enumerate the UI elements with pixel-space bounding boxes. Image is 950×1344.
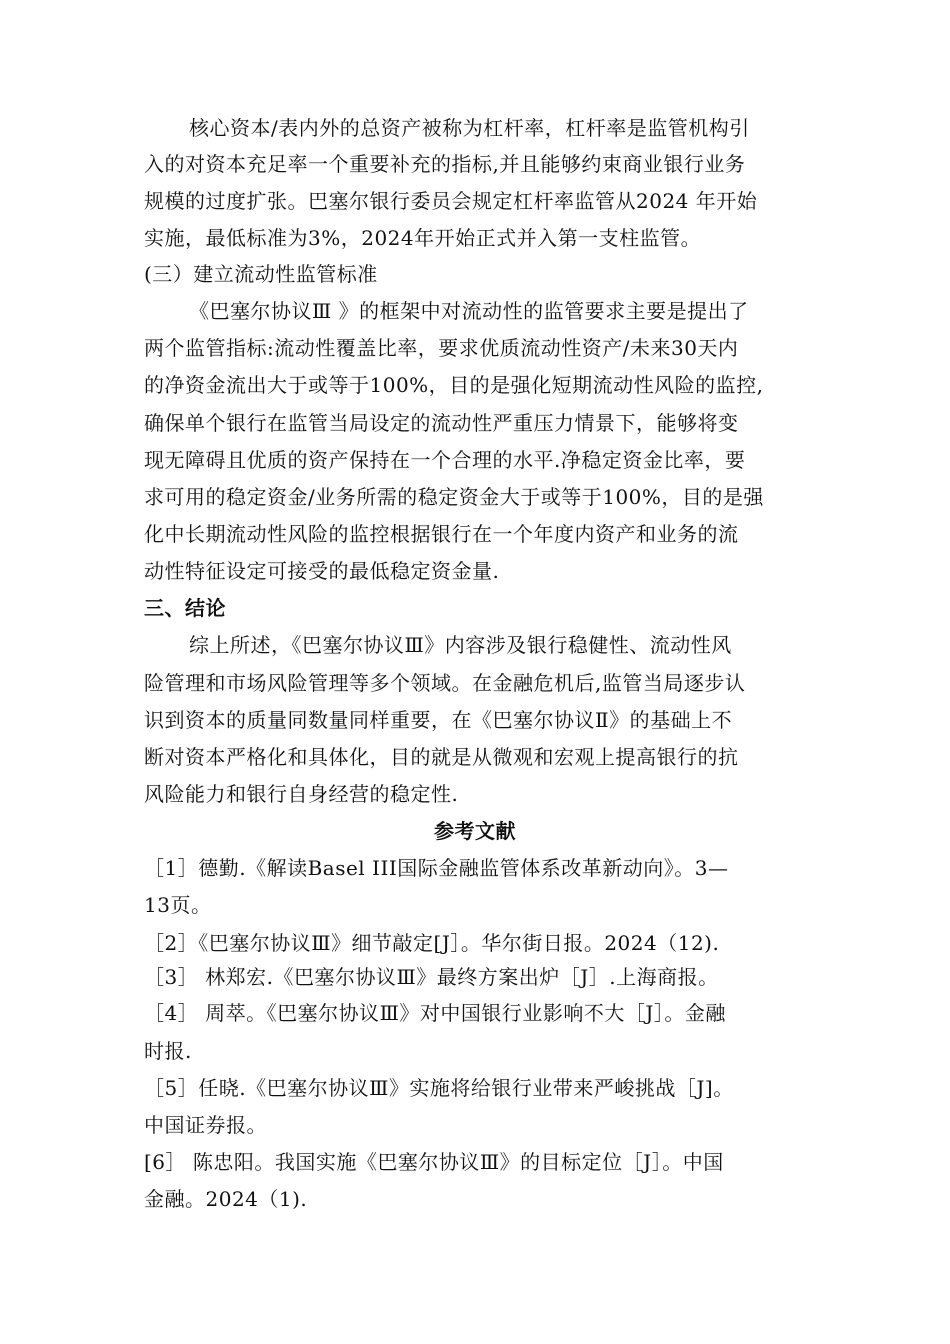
reference-line: [6］ 陈忠阳。我国实施《巴塞尔协议Ⅲ》的目标定位［J］。中国	[144, 1150, 724, 1174]
paragraph-line: 规模的过度扩张。巴塞尔银行委员会规定杠杆率监管从2024 年开始	[144, 189, 758, 213]
reference-line: 中国证券报。	[144, 1113, 267, 1137]
paragraph-line: 实施，最低标准为3%，2024年开始正式并入第一支柱监管。	[144, 226, 702, 250]
reference-line: ［3］ 林郑宏.《巴塞尔协议Ⅲ》最终方案出炉［J］.上海商报。	[144, 965, 719, 989]
paragraph-line: 确保单个银行在监管当局设定的流动性严重压力情景下，能够将变	[144, 411, 739, 435]
reference-line: ［1］德勤.《解读Basel III国际金融监管体系改革新动向》。3—	[144, 856, 729, 880]
paragraph-line: 核心资本/表内外的总资产被称为杠杆率，杠杆率是监管机构引	[189, 116, 750, 140]
paragraph-line: 入的对资本充足率一个重要补充的指标,并且能够约束商业银行业务	[144, 152, 746, 176]
paragraph-line: 化中长期流动性风险的监控根据银行在一个年度内资产和业务的流	[144, 522, 739, 546]
reference-line: ［5］任晓.《巴塞尔协议Ⅲ》实施将给银行业带来严峻挑战［J]。	[144, 1076, 734, 1100]
paragraph-line: 综上所述，《巴塞尔协议Ⅲ》内容涉及银行稳健性、流动性风	[189, 633, 732, 657]
reference-line: 13页。	[144, 893, 212, 917]
paragraph-line: 风险能力和银行自身经营的稳定性.	[144, 782, 459, 806]
paragraph-line: 现无障碍且优质的资产保持在一个合理的水平.净稳定资金比率，要	[144, 448, 746, 472]
paragraph-line: 两个监管指标:流动性覆盖比率，要求优质流动性资产/未来30天内	[144, 336, 739, 360]
paragraph-line: 求可用的稳定资金/业务所需的稳定资金大于或等于100%，目的是强	[144, 485, 764, 509]
paragraph-line: 断对资本严格化和具体化，目的就是从微观和宏观上提高银行的抗	[144, 745, 739, 769]
reference-line: ［4］ 周萃。《巴塞尔协议Ⅲ》对中国银行业影响不大［J］。金融	[144, 1001, 726, 1025]
paragraph-line: 《巴塞尔协议Ⅲ 》的框架中对流动性的监管要求主要是提出了	[189, 299, 749, 323]
subheading: (三）建立流动性监管标准	[144, 262, 378, 286]
paragraph-line: 识到资本的质量同数量同样重要，在《巴塞尔协议Ⅱ》的基础上不	[144, 708, 733, 732]
reference-line: 金融。2024（1).	[144, 1187, 308, 1211]
paragraph-line: 动性特征设定可接受的最低稳定资金量.	[144, 559, 500, 583]
reference-line: ［2］《巴塞尔协议Ⅲ》细节敲定[J］。华尔街日报。2024（12).	[144, 931, 720, 955]
references-title: 参考文献	[434, 819, 516, 843]
reference-line: 时报.	[144, 1039, 192, 1063]
paragraph-line: 的净资金流出大于或等于100%，目的是强化短期流动性风险的监控,	[144, 373, 764, 397]
section-heading: 三、结论	[144, 596, 226, 620]
paragraph-line: 险管理和市场风险管理等多个领域。在金融危机后,监管当局逐步认	[144, 671, 746, 695]
